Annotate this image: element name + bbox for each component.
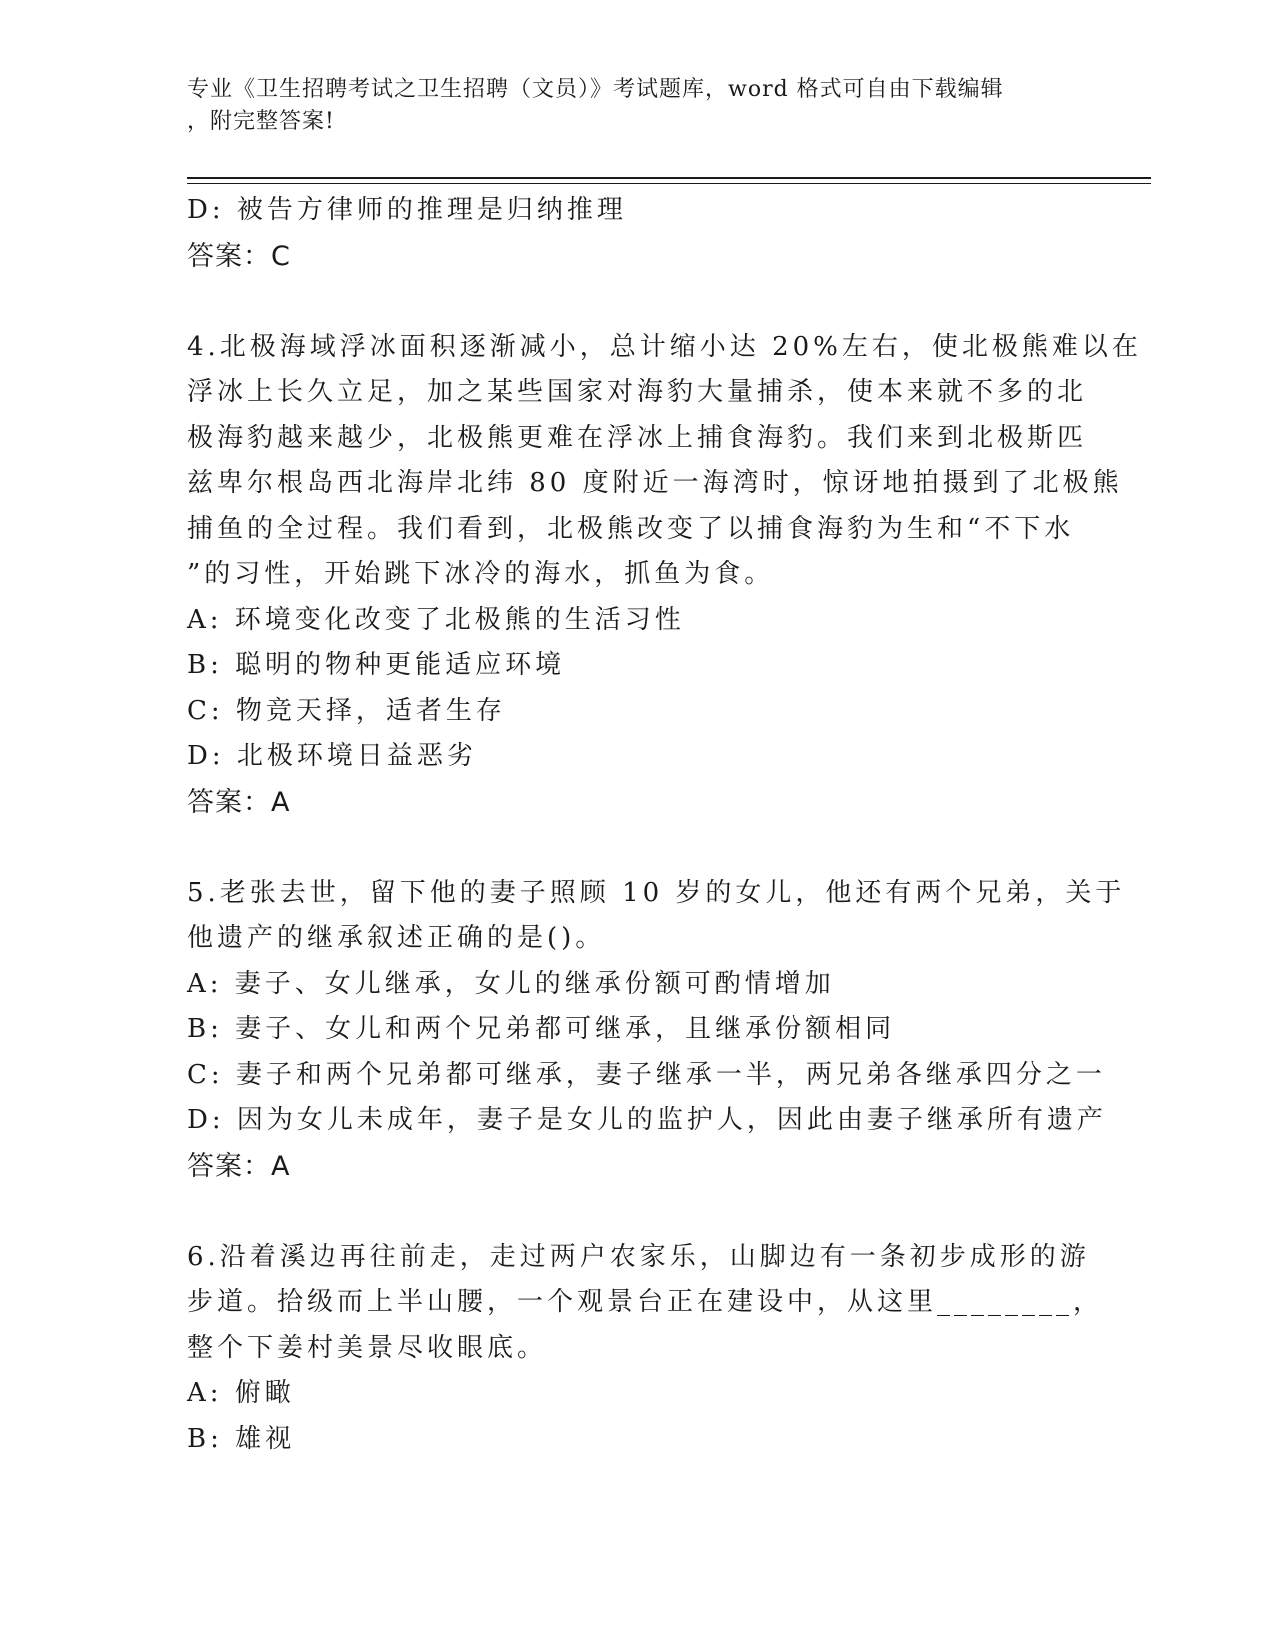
question-4 (187, 325, 1142, 826)
answer-line: 答案：C (187, 240, 291, 272)
document-body (187, 188, 1142, 1462)
spacer (187, 825, 1087, 871)
header-divider-thick (187, 177, 1151, 179)
question-stem-line: 捕鱼的全过程。我们看到，北极熊改变了以捕食海豹为生和“不下水 (187, 513, 1075, 544)
option-d: D: 北极环境日益恶劣 (187, 741, 477, 771)
answer-line: 答案：A (187, 786, 291, 818)
option-b: B: 雄视 (187, 1423, 296, 1454)
option-d: D: 因为女儿未成年，妻子是女儿的监护人，因此由妻子继承所有遗产 (187, 1105, 1107, 1135)
option-b: B: 妻子、女儿和两个兄弟都可继承，且继承份额相同 (187, 1014, 896, 1044)
spacer (187, 279, 1087, 325)
option-b: B: 聪明的物种更能适应环境 (187, 650, 566, 680)
question-stem-line: 6.沿着溪边再往前走，走过两户农家乐，山脚边有一条初步成形的游 (187, 1241, 1090, 1272)
option-c: C: 妻子和两个兄弟都可继承，妻子继承一半，两兄弟各继承四分之一 (187, 1059, 1106, 1090)
question-stem-line: 极海豹越来越少，北极熊更难在浮冰上捕食海豹。我们来到北极斯匹 (187, 422, 1088, 453)
previous-question-tail (187, 188, 1087, 279)
question-stem-line: 5.老张去世，留下他的妻子照顾 10 岁的女儿，他还有两个兄弟，关于 (187, 877, 1126, 908)
header-line-2: ，附完整答案! (187, 109, 335, 134)
page-header (187, 74, 1067, 138)
header-divider-thin (187, 183, 1151, 184)
question-stem-line: 4.北极海域浮冰面积逐渐减小，总计缩小达 20%左右，使北极熊难以在 (187, 331, 1142, 362)
question-6 (187, 1235, 1104, 1463)
question-stem-line: 整个下姜村美景尽收眼底。 (187, 1332, 548, 1363)
option-a: A: 妻子、女儿继承，女儿的继承份额可酌情增加 (187, 968, 835, 999)
question-stem-line: 兹卑尔根岛西北海岸北纬 80 度附近一海湾时，惊讶地拍摄到了北极熊 (187, 468, 1123, 498)
question-stem-line: 浮冰上长久立足，加之某些国家对海豹大量捕杀，使本来就不多的北 (187, 377, 1088, 407)
question-stem-line: 步道。拾级而上半山腰，一个观景台正在建设中，从这里________， (187, 1287, 1104, 1317)
option-a: A: 俯瞰 (187, 1378, 295, 1408)
question-5 (187, 871, 1126, 1190)
spacer (187, 1189, 1087, 1235)
header-line-1: 专业《卫生招聘考试之卫生招聘（文员）》考试题库，word 格式可自由下载编辑 (187, 77, 1004, 102)
question-stem-line: 他遗产的继承叙述正确的是()。 (187, 923, 606, 953)
option-a: A: 环境变化改变了北极熊的生活习性 (187, 604, 685, 635)
question-stem-line: ”的习性，开始跳下冰冷的海水，抓鱼为食。 (187, 559, 775, 589)
option-c: C: 物竞天择，适者生存 (187, 695, 506, 726)
option-d: D: 被告方律师的推理是归纳推理 (187, 195, 627, 225)
answer-line: 答案：A (187, 1150, 291, 1182)
